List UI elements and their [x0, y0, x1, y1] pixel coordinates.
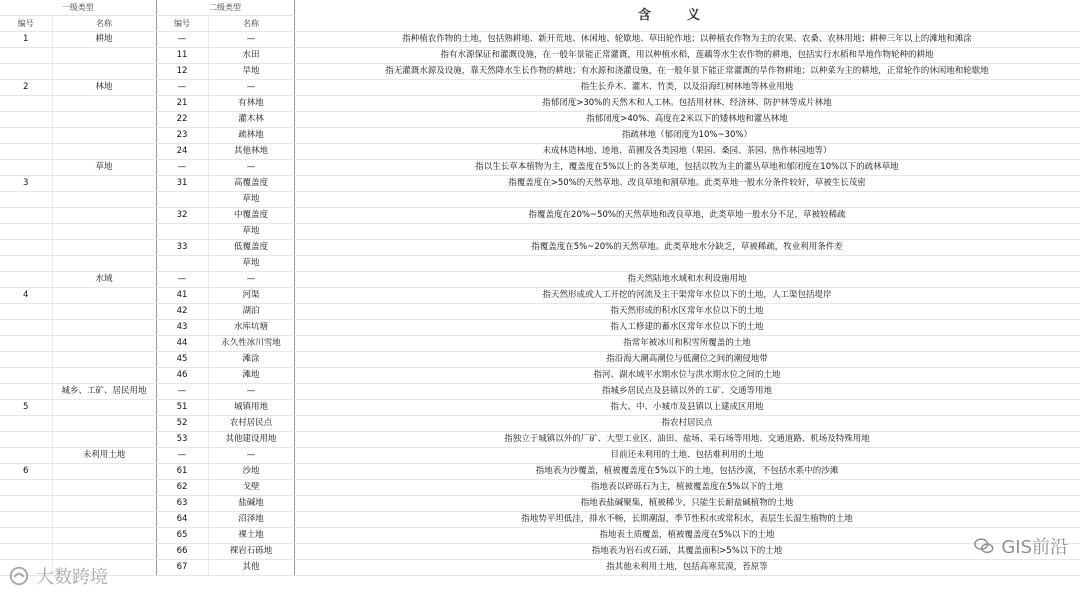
level1-code-cell [0, 416, 52, 432]
table-row [0, 368, 1080, 384]
meaning-cell: 指疏林地（郁闭度为10%~30%） [294, 128, 1080, 144]
table-row [0, 272, 1080, 288]
level2-code-cell: 43 [156, 320, 208, 336]
level2-header: 二级类型 [156, 0, 294, 16]
level2-code-cell: 52 [156, 416, 208, 432]
level2-code-cell: 33 [156, 240, 208, 256]
level1-code-cell [0, 384, 52, 400]
level1-header: 一级类型 [0, 0, 156, 16]
level1-name-cell [52, 416, 156, 432]
level2-code-cell: 66 [156, 544, 208, 560]
meaning-cell [294, 192, 1080, 208]
level2-code-cell: 12 [156, 64, 208, 80]
meaning-cell: 指郁闭度>30%的天然木和人工林。包括用材林、经济林、防护林等成片林地 [294, 96, 1080, 112]
level1-code-cell [0, 64, 52, 80]
level1-name-cell [52, 112, 156, 128]
level2-name-cell: 滩地 [208, 368, 294, 384]
table-row [0, 560, 1080, 576]
level2-code-cell: 45 [156, 352, 208, 368]
level2-name-cell: 沙地 [208, 464, 294, 480]
level1-code-header: 编号 [0, 16, 52, 32]
table-row [0, 416, 1080, 432]
level2-code-cell: 65 [156, 528, 208, 544]
level2-name-cell: 盐碱地 [208, 496, 294, 512]
watermark-left-text: 大数跨境 [36, 567, 108, 588]
meaning-cell: 指天然陆地水域和水利设施用地 [294, 272, 1080, 288]
meaning-cell: 指天然形成或人工开挖的河流及主干渠常年水位以下的土地，人工渠包括堤岸 [294, 288, 1080, 304]
meaning-cell: 指以生长草本植物为主，覆盖度在5%以上的各类草地，包括以牧为主的灌丛草地和郁闭度在10%以下的疏林草地 [294, 160, 1080, 176]
level2-name-cell: 旱地 [208, 64, 294, 80]
level2-name-cell: — [208, 272, 294, 288]
brand-logo-icon [8, 565, 30, 587]
level1-name-cell [52, 240, 156, 256]
meaning-cell: 指覆盖度在>50%的天然草地、改良草地和割草地。此类草地一般水分条件较好，草被生长茂密 [294, 176, 1080, 192]
table-row [0, 400, 1080, 416]
level2-name-cell: 其他 [208, 560, 294, 576]
level2-code-cell: 67 [156, 560, 208, 576]
table-row [0, 464, 1080, 480]
meaning-cell: 指独立于城镇以外的厂矿、大型工业区、油田、盐场、采石场等用地、交通道路、机场及特殊用地 [294, 432, 1080, 448]
meaning-cell: 指覆盖度在20%~50%的天然草地和改良草地，此类草地一般水分不足，草被较稀疏 [294, 208, 1080, 224]
level2-code-cell: — [156, 160, 208, 176]
table-row [0, 240, 1080, 256]
level2-code-cell: 42 [156, 304, 208, 320]
level1-code-cell [0, 320, 52, 336]
level2-name-cell: 戈壁 [208, 480, 294, 496]
level2-code-cell: 51 [156, 400, 208, 416]
level1-code-cell [0, 336, 52, 352]
level1-code-cell [0, 48, 52, 64]
level1-code-cell [0, 144, 52, 160]
level2-name-cell: 其他林地 [208, 144, 294, 160]
table-row [0, 128, 1080, 144]
level2-name-cell: 草地 [208, 256, 294, 272]
level2-code-cell: 21 [156, 96, 208, 112]
table-row [0, 48, 1080, 64]
table-row [0, 528, 1080, 544]
table-row [0, 192, 1080, 208]
level1-code-cell [0, 240, 52, 256]
level2-name-cell: 滩涂 [208, 352, 294, 368]
level2-name-cell: 水田 [208, 48, 294, 64]
meaning-header: 含义 [294, 0, 1080, 32]
level1-name-cell: 城乡、工矿、居民用地 [52, 384, 156, 400]
meaning-cell: 指地表为岩石或石砾，其覆盖面积>5%以下的土地 [294, 544, 1080, 560]
level1-name-cell [52, 352, 156, 368]
level2-name-cell: — [208, 160, 294, 176]
level2-name-cell: 其他建设用地 [208, 432, 294, 448]
table-row [0, 80, 1080, 96]
level2-name-cell: 河渠 [208, 288, 294, 304]
level1-name-cell [52, 432, 156, 448]
meaning-cell [294, 224, 1080, 240]
meaning-cell: 指种植农作物的土地，包括熟耕地、新开荒地、休闲地、轮歇地、草田轮作地；以种植农作物为主的农果、农桑、农林用地；耕种三年以上的滩地和滩涂 [294, 32, 1080, 48]
meaning-cell: 指常年被冰川和积雪所覆盖的土地 [294, 336, 1080, 352]
level1-name-cell [52, 512, 156, 528]
level2-name-cell: 沼泽地 [208, 512, 294, 528]
meaning-cell: 未成林造林地、迹地、苗圃及各类园地（果园、桑园、茶园、热作林园地等） [294, 144, 1080, 160]
meaning-cell: 指覆盖度在5%~20%的天然草地。此类草地水分缺乏，草被稀疏，牧业利用条件差 [294, 240, 1080, 256]
level2-name-cell: 中覆盖度 [208, 208, 294, 224]
level1-code-cell [0, 448, 52, 464]
meaning-cell: 指天然形成的积水区常年水位以下的土地 [294, 304, 1080, 320]
level2-name-cell: 永久性冰川雪地 [208, 336, 294, 352]
table-row [0, 160, 1080, 176]
table-row [0, 336, 1080, 352]
meaning-cell: 指无灌溉水源及设施，靠天然降水生长作物的耕地；有水源和浇灌设施，在一般年景下能正常灌溉的旱作物耕地；以种菜为主的耕地，正常轮作的休闲地和轮歇地 [294, 64, 1080, 80]
level1-name-cell [52, 464, 156, 480]
level2-name-cell: 低覆盖度 [208, 240, 294, 256]
level2-name-cell: 农村居民点 [208, 416, 294, 432]
level2-code-cell: 41 [156, 288, 208, 304]
level1-name-cell: 水域 [52, 272, 156, 288]
level1-code-cell [0, 528, 52, 544]
level1-name-header: 名称 [52, 16, 156, 32]
level2-code-cell [156, 256, 208, 272]
meaning-cell: 目前还未利用的土地、包括难利用的土地 [294, 448, 1080, 464]
level1-name-cell [52, 496, 156, 512]
level1-code-cell [0, 256, 52, 272]
level2-code-cell: — [156, 272, 208, 288]
level1-code-cell [0, 96, 52, 112]
level1-name-cell [52, 192, 156, 208]
meaning-cell: 指其他未利用土地，包括高寒荒漠，苔原等 [294, 560, 1080, 576]
level1-code-cell: 2 [0, 80, 52, 96]
level2-name-cell: 灌木林 [208, 112, 294, 128]
level1-name-cell [52, 176, 156, 192]
level2-code-cell: 64 [156, 512, 208, 528]
level1-name-cell [52, 304, 156, 320]
table-row [0, 304, 1080, 320]
table-row [0, 544, 1080, 560]
header-row-1 [0, 0, 1080, 16]
level1-name-cell [52, 144, 156, 160]
level2-code-cell: — [156, 32, 208, 48]
meaning-cell: 指有水源保证和灌溉设施，在一般年景能正常灌溉，用以种植水稻，莲藕等水生农作物的耕地，包括实行水稻和旱地作物轮种的耕地 [294, 48, 1080, 64]
level1-name-cell [52, 96, 156, 112]
level1-name-cell [52, 64, 156, 80]
meaning-cell: 指地表以碎砾石为主，植被覆盖度在5%以下的土地 [294, 480, 1080, 496]
table-row [0, 112, 1080, 128]
level2-code-cell: — [156, 80, 208, 96]
level2-name-cell: 水库坑塘 [208, 320, 294, 336]
meaning-cell: 指沿海大潮高潮位与低潮位之间的潮侵地带 [294, 352, 1080, 368]
meaning-cell: 指地势平坦低洼，排水不畅，长期潮湿，季节性积水或常积水，表层生长湿生植物的土地 [294, 512, 1080, 528]
level1-name-cell: 未利用土地 [52, 448, 156, 464]
level1-code-cell [0, 352, 52, 368]
level2-code-cell: 32 [156, 208, 208, 224]
level1-code-cell [0, 112, 52, 128]
level2-code-cell: 23 [156, 128, 208, 144]
table-row [0, 32, 1080, 48]
table-row [0, 352, 1080, 368]
level2-name-cell: 裸土地 [208, 528, 294, 544]
watermark-right-text: GIS前沿 [1001, 537, 1068, 558]
meaning-cell: 指大、中、小城市及县镇以上建成区用地 [294, 400, 1080, 416]
level2-name-cell: — [208, 80, 294, 96]
meaning-cell: 指农村居民点 [294, 416, 1080, 432]
level2-code-header: 编号 [156, 16, 208, 32]
wechat-icon [973, 535, 995, 557]
level2-name-cell: 疏林地 [208, 128, 294, 144]
level2-name-cell: 湖泊 [208, 304, 294, 320]
level1-code-cell [0, 128, 52, 144]
level2-name-header: 名称 [208, 16, 294, 32]
level1-name-cell: 林地 [52, 80, 156, 96]
level2-name-cell: 草地 [208, 192, 294, 208]
level1-code-cell [0, 208, 52, 224]
level1-name-cell [52, 128, 156, 144]
meaning-cell: 指生长乔木、灌木、竹类，以及沿海红树林地等林业用地 [294, 80, 1080, 96]
level1-name-cell [52, 48, 156, 64]
meaning-cell: 指河、湖水域平水期水位与洪水期水位之间的土地 [294, 368, 1080, 384]
level1-name-cell [52, 480, 156, 496]
level2-name-cell: — [208, 448, 294, 464]
level2-name-cell: 城镇用地 [208, 400, 294, 416]
level2-code-cell [156, 224, 208, 240]
level2-code-cell: 11 [156, 48, 208, 64]
level1-name-cell [52, 544, 156, 560]
level2-code-cell: 53 [156, 432, 208, 448]
level2-code-cell: 62 [156, 480, 208, 496]
meaning-cell: 指人工修建的蓄水区常年水位以下的土地 [294, 320, 1080, 336]
level2-code-cell: 46 [156, 368, 208, 384]
level2-code-cell: 22 [156, 112, 208, 128]
level1-code-cell [0, 304, 52, 320]
meaning-cell [294, 256, 1080, 272]
level1-name-cell [52, 320, 156, 336]
level1-name-cell [52, 288, 156, 304]
table-row [0, 288, 1080, 304]
level1-code-cell [0, 160, 52, 176]
level2-name-cell: 草地 [208, 224, 294, 240]
watermark-left [8, 563, 108, 589]
level2-code-cell [156, 192, 208, 208]
level1-code-cell [0, 432, 52, 448]
level1-code-cell: 5 [0, 400, 52, 416]
level2-code-cell: 44 [156, 336, 208, 352]
level1-code-cell [0, 368, 52, 384]
level1-name-cell [52, 368, 156, 384]
table-row [0, 208, 1080, 224]
level1-name-cell [52, 224, 156, 240]
level1-name-cell [52, 256, 156, 272]
table-row [0, 384, 1080, 400]
level2-name-cell: — [208, 384, 294, 400]
level1-code-cell [0, 192, 52, 208]
meaning-cell: 指地表土质覆盖，植被覆盖度在5%以下的土地 [294, 528, 1080, 544]
table-row [0, 320, 1080, 336]
table-row [0, 448, 1080, 464]
level2-code-cell: 24 [156, 144, 208, 160]
table-row [0, 512, 1080, 528]
level1-name-cell [52, 400, 156, 416]
level2-name-cell: 裸岩石砾地 [208, 544, 294, 560]
level1-code-cell: 3 [0, 176, 52, 192]
table-row [0, 480, 1080, 496]
level2-name-cell: 有林地 [208, 96, 294, 112]
level1-name-cell [52, 208, 156, 224]
level2-name-cell: 高覆盖度 [208, 176, 294, 192]
level1-code-cell: 4 [0, 288, 52, 304]
table-row [0, 496, 1080, 512]
level1-name-cell [52, 528, 156, 544]
level1-code-cell [0, 544, 52, 560]
level1-code-cell [0, 272, 52, 288]
meaning-cell: 指地表为沙覆盖，植被覆盖度在5%以下的土地，包括沙漠，不包括水系中的沙滩 [294, 464, 1080, 480]
table-row [0, 224, 1080, 240]
level1-name-cell: 草地 [52, 160, 156, 176]
meaning-cell: 指地表盐碱聚集，植被稀少，只能生长耐盐碱植物的土地 [294, 496, 1080, 512]
level2-code-cell: 63 [156, 496, 208, 512]
table-row [0, 176, 1080, 192]
level2-code-cell: — [156, 384, 208, 400]
level2-code-cell: 61 [156, 464, 208, 480]
level1-code-cell [0, 512, 52, 528]
level1-code-cell [0, 224, 52, 240]
meaning-cell: 指城乡居民点及县镇以外的工矿、交通等用地 [294, 384, 1080, 400]
level1-name-cell [52, 336, 156, 352]
level1-code-cell: 1 [0, 32, 52, 48]
table-row [0, 96, 1080, 112]
table-row [0, 144, 1080, 160]
level1-name-cell: 耕地 [52, 32, 156, 48]
watermark-right [973, 533, 1068, 559]
level1-code-cell [0, 480, 52, 496]
table-row [0, 64, 1080, 80]
level2-code-cell: 31 [156, 176, 208, 192]
level1-code-cell [0, 496, 52, 512]
meaning-cell: 指郁闭度>40%、高度在2米以下的矮林地和灌丛林地 [294, 112, 1080, 128]
table-row [0, 256, 1080, 272]
table-row [0, 432, 1080, 448]
level2-name-cell: — [208, 32, 294, 48]
level2-code-cell: — [156, 448, 208, 464]
level1-code-cell: 6 [0, 464, 52, 480]
